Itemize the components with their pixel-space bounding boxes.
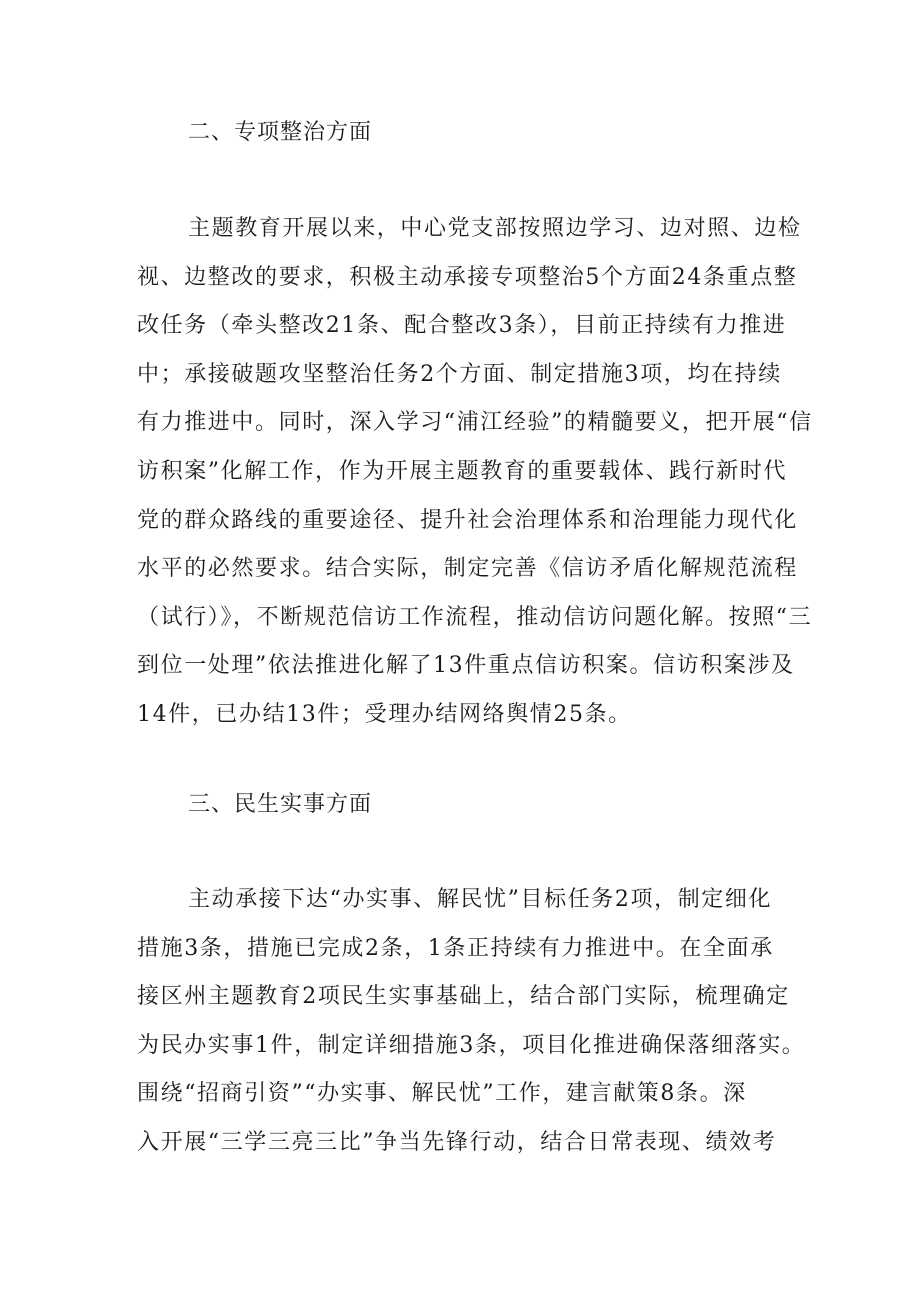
paragraph-line: 主动承接下达“办实事、解民忧”目标任务2项，制定细化: [188, 887, 773, 912]
paragraph-line: 中；承接破题攻坚整治任务2个方面、制定措施3项，均在持续: [137, 361, 782, 387]
paragraph-line: 改任务（牵头整改21条、配合整改3条），目前正持续有力推进: [137, 313, 787, 339]
paragraph-line: 接区州主题教育2项民生实事基础上，结合部门实际，梳理确定: [137, 984, 790, 1010]
paragraph-line: 党的群众路线的重要途径、提升社会治理体系和治理能力现代化: [137, 507, 798, 533]
section-heading-special-rectification: 二、专项整治方面: [188, 120, 373, 145]
paragraph-special-rectification: [137, 205, 813, 740]
paragraph-line: 水平的必然要求。结合实际，制定完善《信访矛盾化解规范流程: [137, 556, 798, 582]
paragraph-line: 有力推进中。同时，深入学习“浦江经验”的精髓要义，把开展“信: [137, 410, 813, 436]
section-heading-livelihood-matters: 三、民生实事方面: [188, 792, 373, 817]
paragraph-line: 14件，已办结13件；受理办结网络舆情25条。: [137, 701, 632, 727]
paragraph-line: 入开展“三学三亮三比”争当先锋行动，结合日常表现、绩效考: [137, 1129, 777, 1155]
paragraph-line: 围绕“招商引资”“办实事、解民忧”工作，建言献策8条。深: [137, 1081, 747, 1107]
paragraph-line: 视、边整改的要求，积极主动承接专项整治5个方面24条重点整: [137, 264, 798, 290]
paragraph-line: 为民办实事1件，制定详细措施3条，项目化推进确保落细落实。: [137, 1032, 806, 1058]
paragraph-line: 访积案”化解工作，作为开展主题教育的重要载体、践行新时代: [137, 458, 788, 484]
paragraph-line: 到位一处理”依法推进化解了13件重点信访积案。信访积案涉及: [137, 653, 795, 679]
paragraph-line: 主题教育开展以来，中心党支部按照边学习、边对照、边检: [188, 216, 802, 241]
paragraph-line: （试行）》，不断规范信访工作流程，推动信访问题化解。按照“三: [137, 604, 813, 630]
paragraph-line: 措施3条，措施已完成2条，1条正持续有力推进中。在全面承: [137, 935, 774, 961]
paragraph-livelihood-matters: [137, 876, 806, 1168]
